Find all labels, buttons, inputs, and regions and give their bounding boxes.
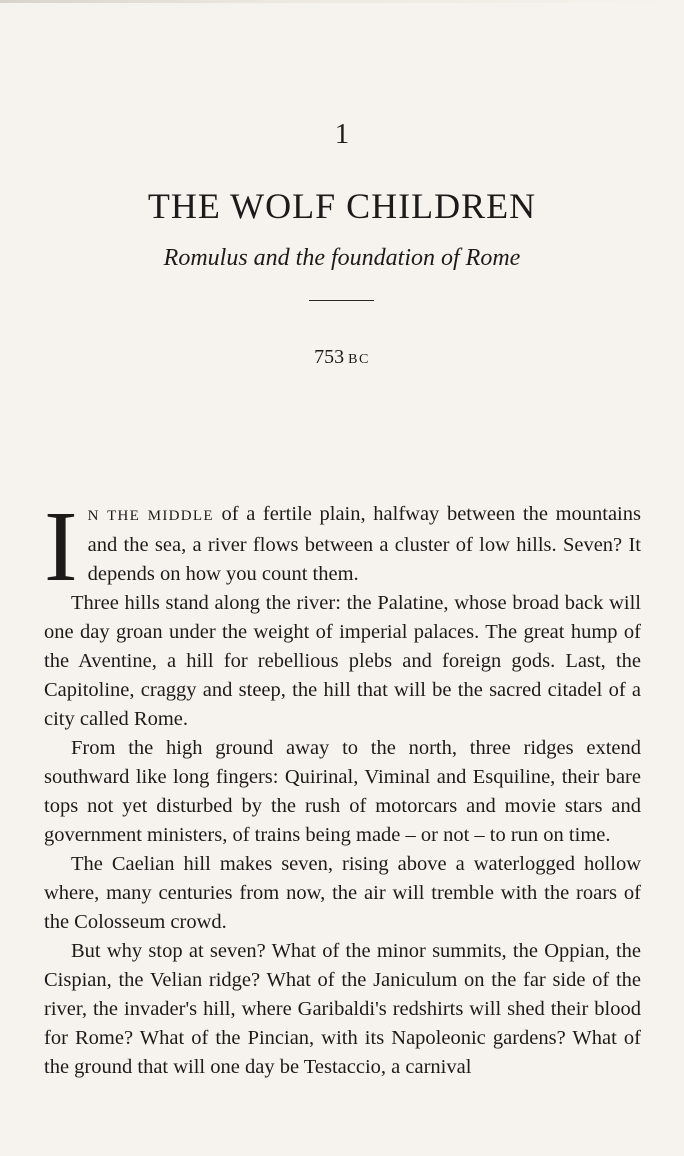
page-top-edge (0, 0, 684, 3)
paragraph-2: Three hills stand along the river: the Palatine, whose broad back will one day groan under the weight of imperial palaces. The great hump of the Aventine, a hill for rebellious plebs and foreign gods. Last, the Capitoline, craggy and steep, the hill that will be the sacred citadel of a city called Rome. (44, 592, 641, 730)
lead-in: N THE MIDDLE (87, 508, 214, 524)
drop-cap: I (44, 490, 78, 602)
paragraph-1 (44, 490, 641, 602)
paragraph-1-text: of a fertile plain, halfway between the mountains and the sea, a river flows between a cluster of low hills. Seven? It depends on how you count them. (87, 503, 641, 585)
paragraph-4: The Caelian hill makes seven, rising above a waterlogged hollow where, many centuries from now, the air will tremble with the roars of the Colosseum crowd. (44, 853, 641, 933)
chapter-date (0, 343, 684, 374)
chapter-subtitle: Romulus and the foundation of Rome (163, 245, 521, 271)
date-year: 753 (314, 346, 345, 368)
paragraph-5: But why stop at seven? What of the minor summits, the Oppian, the Cispian, the Velian ridge? What of the Janiculum on the far side of the river, the invader's hill, where Garibaldi's redshirts will shed their blood for Rome? What of the Pincian, with its Napoleonic gardens? What of the ground that will one day be Testaccio, a carnival (44, 940, 641, 1078)
chapter-number: 1 (334, 118, 350, 150)
ornamental-rule (309, 300, 374, 301)
chapter-body (44, 490, 641, 1082)
chapter-title: THE WOLF CHILDREN (147, 186, 537, 226)
date-era: BC (348, 352, 370, 367)
paragraph-3: From the high ground away to the north, three ridges extend southward like long fingers: Quirinal, Viminal and Esquiline, their bare tops not yet disturbed by the rush of motorcars and movie stars and government ministers, of trains being made – or not – to run on time. (44, 737, 641, 846)
